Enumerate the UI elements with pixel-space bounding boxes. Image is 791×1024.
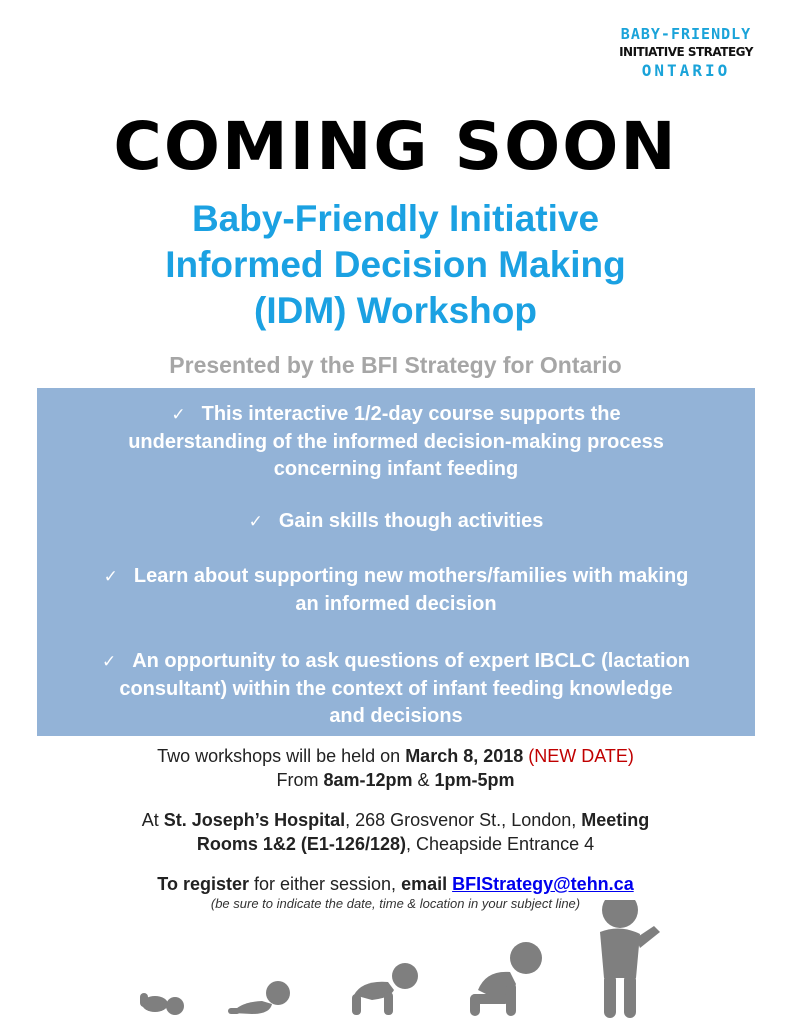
location-info: [0, 808, 791, 856]
bfi-ontario-logo: [611, 24, 761, 82]
checkmark-icon: ✓: [248, 512, 263, 532]
baby-crawling-icon: [228, 981, 290, 1014]
title-line-3: (IDM) Workshop: [254, 290, 537, 331]
email-label: email: [401, 874, 448, 894]
bullet-expert-questions: [37, 648, 755, 730]
at-label: At: [141, 810, 164, 830]
checkmark-icon: ✓: [101, 652, 117, 672]
title-line-1: Baby-Friendly Initiative: [191, 198, 600, 239]
bullet-text: understanding of the informed decision-making process: [128, 431, 664, 453]
bullet-text: an informed decision: [295, 593, 497, 615]
baby-crawling-icon: [352, 963, 418, 1015]
bullet-text: An opportunity to ask questions of expert IBCLC (lactation: [132, 650, 691, 672]
bullet-supporting-mothers: [37, 563, 755, 618]
bullet-gain-skills: [37, 508, 755, 536]
bullet-text: Learn about supporting new mothers/families with making: [133, 565, 689, 587]
toddler-standing-icon: [600, 900, 660, 1018]
session-afternoon: 1pm-5pm: [434, 770, 515, 790]
presented-by: Presented by the BFI Strategy for Ontario: [169, 352, 622, 378]
bullet-text: and decisions: [329, 705, 463, 727]
workshop-date: March 8, 2018: [405, 746, 524, 766]
coming-soon-headline: COMING SOON: [113, 108, 678, 185]
title-line-2: Informed Decision Making: [165, 244, 626, 285]
register-info: [0, 872, 791, 896]
meeting-rooms: Rooms 1&2 (E1-126/128): [196, 834, 406, 854]
from-label: From: [276, 770, 324, 790]
bullet-text: consultant) within the context of infant feeding knowledge: [119, 678, 673, 700]
bullet-text: This interactive 1/2-day course supports the: [201, 403, 621, 425]
ampersand: &: [412, 770, 435, 790]
register-label: To register: [157, 874, 249, 894]
baby-kneeling-icon: [470, 942, 542, 1016]
workshop-title: [0, 196, 791, 334]
new-date-tag: (NEW DATE): [523, 746, 634, 766]
register-text: for either session,: [248, 874, 402, 894]
schedule-prefix: Two workshops will be held on: [157, 746, 406, 766]
checkmark-icon: ✓: [171, 405, 186, 425]
session-morning: 8am-12pm: [323, 770, 413, 790]
address: , 268 Grosvenor St., London,: [345, 810, 582, 830]
bullet-text: Gain skills though activities: [278, 510, 544, 532]
baby-development-illustration: [0, 900, 791, 1024]
meeting-label: Meeting: [581, 810, 650, 830]
logo-line-3: ONTARIO: [641, 61, 731, 81]
checkmark-icon: ✓: [103, 567, 118, 587]
benefits-box: [37, 388, 755, 736]
email-link[interactable]: BFIStrategy@tehn.ca: [452, 874, 634, 894]
register-note: (be sure to indicate the date, time & location in your subject line): [210, 896, 581, 911]
bullet-course-description: [37, 401, 755, 483]
schedule-info: [0, 744, 791, 792]
logo-line-2: INITIATIVE STRATEGY: [619, 45, 753, 60]
baby-lying-icon: [140, 993, 184, 1015]
hospital-name: St. Joseph’s Hospital: [163, 810, 346, 830]
bullet-text: concerning infant feeding: [273, 458, 519, 480]
logo-line-1: BABY-FRIENDLY: [620, 25, 752, 43]
entrance: , Cheapside Entrance 4: [405, 834, 595, 854]
